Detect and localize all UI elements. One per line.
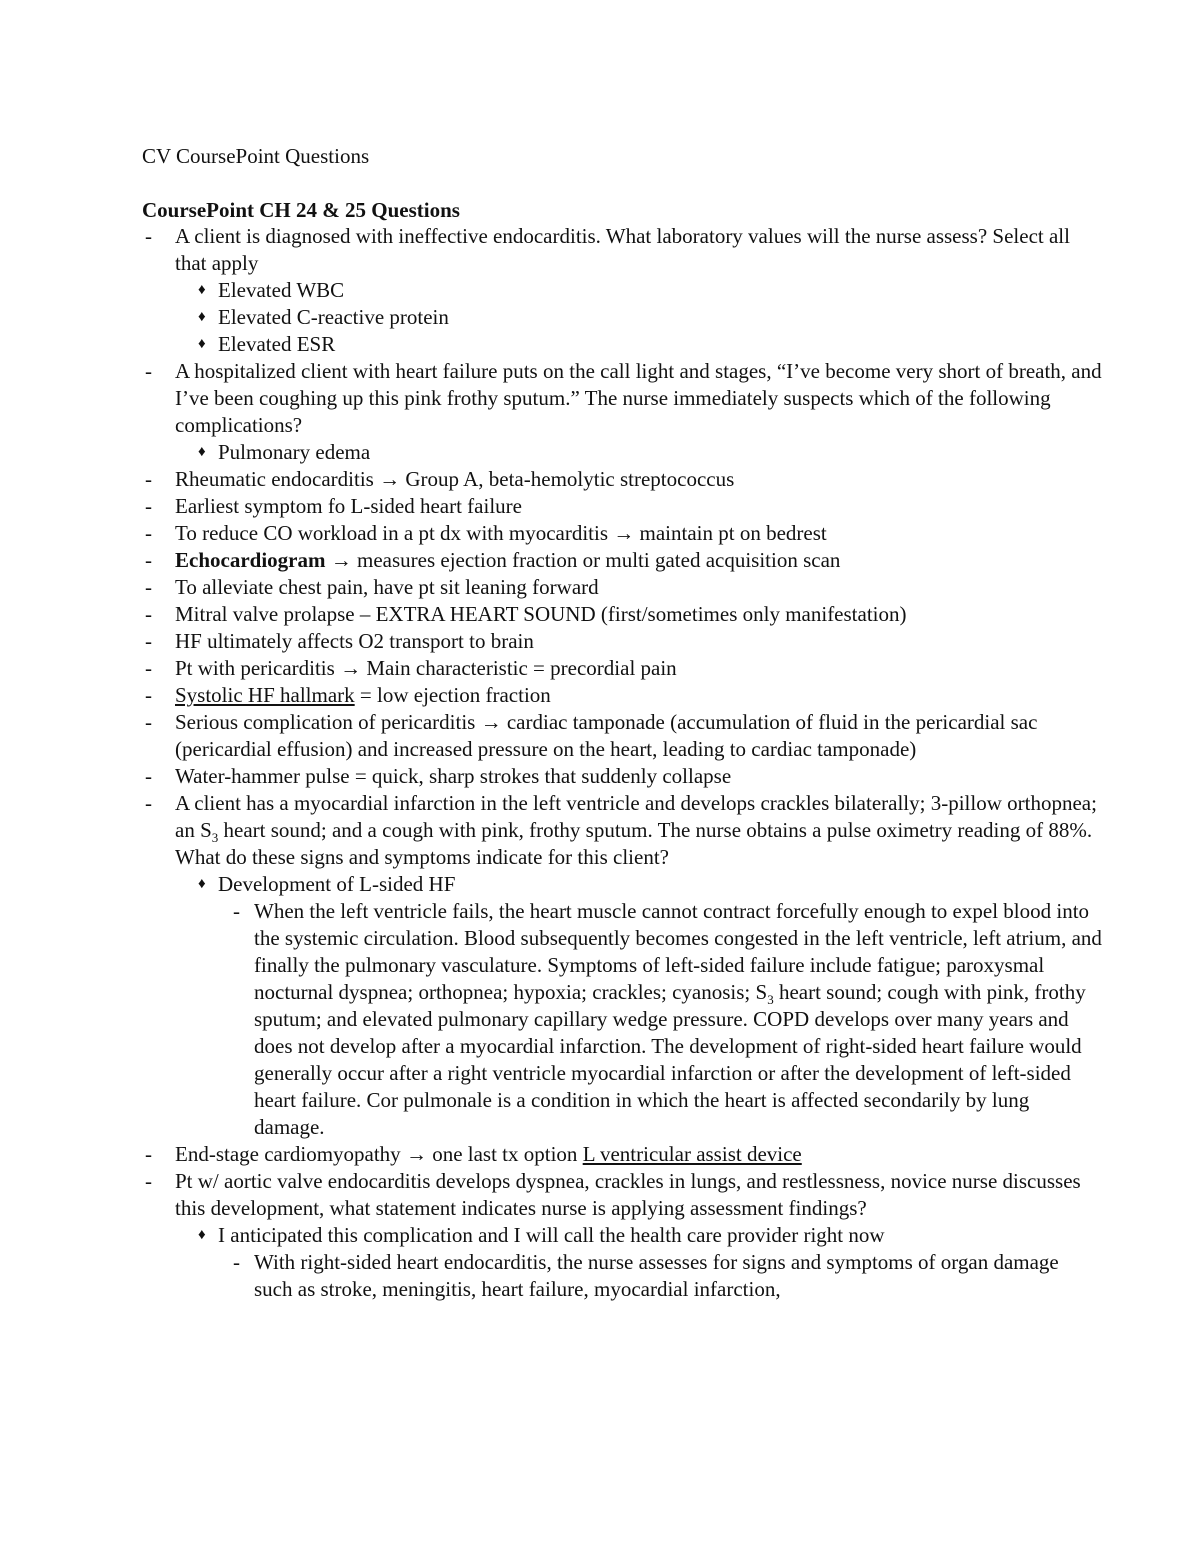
list-item: - Pt w/ aortic valve endocarditis develops dyspnea, crackles in lungs, and restlessness, novice nurse discusses this development, what statement indicates nurse is applying assessment findings? bbox=[145, 1169, 1081, 1220]
dash-bullet: - bbox=[145, 1169, 152, 1193]
list-item: - Echocardiogram → measures ejection fraction or multi gated acquisition scan bbox=[145, 548, 841, 572]
list-item: ♦ Elevated ESR bbox=[198, 332, 336, 356]
diamond-bullet-icon: ♦ bbox=[198, 876, 206, 892]
list-item: - A client has a myocardial infarction in the left ventricle and develops crackles bilaterally; 3-pillow orthopnea; an $S_3$ heart sound; and a cough with pink, frothy sputum. The nurse obtains a pulse oximetry reading of 88%. What do these signs and symptoms indicate for this client? bbox=[145, 791, 1097, 869]
list-item: - With right-sided heart endocarditis, the nurse assesses for signs and symptoms of organ damage such as stroke, meningitis, heart failure, myocardial infarction, bbox=[233, 1250, 1059, 1301]
dash-bullet: - bbox=[145, 683, 152, 707]
arrow-icon: → bbox=[613, 521, 635, 545]
dash-bullet: - bbox=[145, 656, 152, 680]
list-item: - End-stage cardiomyopathy → one last tx option L ventricular assist device bbox=[145, 1142, 802, 1166]
diamond-bullet-icon: ♦ bbox=[198, 282, 206, 298]
dash-bullet: - bbox=[145, 359, 152, 383]
diamond-bullet-icon: ♦ bbox=[198, 309, 206, 325]
list-item: - When the left ventricle fails, the heart muscle cannot contract forcefully enough to expel blood into the systemic circulation. Blood subsequently becomes congested in the left ventricle, left atrium, and finally the pulmonary vasculature. Symptoms of left-sided failure include fatigue; paroxysmal nocturnal dyspnea; orthopnea; hypoxia; crackles; cyanosis; $S_3$ heart sound; cough with pink, frothy sputum; and elevated pulmonary capillary wedge pressure. COPD develops over many years and does not develop after a myocardial infarction. The development of right-sided heart failure would generally occur after a right ventricle myocardial infarction or after the development of left-sided heart failure. Cor pulmonale is a condition in which the heart is affected secondarily by lung damage. bbox=[233, 899, 1102, 1139]
dash-bullet: - bbox=[145, 1142, 152, 1166]
list-item: - To alleviate chest pain, have pt sit leaning forward bbox=[145, 575, 599, 599]
dash-bullet: - bbox=[145, 548, 152, 572]
list-item: ♦ I anticipated this complication and I will call the health care provider right now bbox=[198, 1223, 885, 1247]
diamond-bullet-icon: ♦ bbox=[198, 444, 206, 460]
list-item: - To reduce CO workload in a pt dx with myocarditis → maintain pt on bedrest bbox=[145, 521, 827, 545]
list-item: - Systolic HF hallmark = low ejection fraction bbox=[145, 683, 551, 707]
dash-bullet: - bbox=[233, 899, 240, 923]
dash-bullet: - bbox=[145, 575, 152, 599]
section-heading: CoursePoint CH 24 & 25 Questions bbox=[142, 198, 460, 222]
dash-bullet: - bbox=[145, 791, 152, 815]
arrow-icon: → bbox=[480, 710, 502, 734]
list-item: ♦ Elevated C-reactive protein bbox=[198, 305, 449, 329]
dash-bullet: - bbox=[145, 224, 152, 248]
list-item: - Serious complication of pericarditis → cardiac tamponade (accumulation of fluid in the pericardial sac (pericardial effusion) and increased pressure on the heart, leading to cardiac tamponade) bbox=[145, 710, 1038, 761]
list-item: - Mitral valve prolapse – EXTRA HEART SOUND (first/sometimes only manifestation) bbox=[145, 602, 907, 626]
dash-bullet: - bbox=[145, 521, 152, 545]
list-item: - Pt with pericarditis → Main characteristic = precordial pain bbox=[145, 656, 677, 680]
list-item: - HF ultimately affects O2 transport to brain bbox=[145, 629, 534, 653]
arrow-icon: → bbox=[379, 467, 401, 491]
list-item: - Earliest symptom fo L-sided heart failure bbox=[145, 494, 522, 518]
arrow-icon: → bbox=[340, 656, 362, 680]
dash-bullet: - bbox=[145, 629, 152, 653]
list-item: ♦ Elevated WBC bbox=[198, 278, 345, 302]
notes-list bbox=[142, 223, 1102, 1303]
arrow-icon: → bbox=[330, 548, 352, 572]
dash-bullet: - bbox=[145, 494, 152, 518]
list-item: - Rheumatic endocarditis → Group A, beta-hemolytic streptococcus bbox=[145, 467, 735, 491]
list-item: ♦ Pulmonary edema bbox=[198, 440, 371, 464]
diamond-bullet-icon: ♦ bbox=[198, 1227, 206, 1243]
list-item: ♦ Development of L-sided HF bbox=[198, 872, 456, 896]
dash-bullet: - bbox=[145, 710, 152, 734]
diamond-bullet-icon: ♦ bbox=[198, 336, 206, 352]
arrow-icon: → bbox=[405, 1142, 427, 1166]
dash-bullet: - bbox=[145, 602, 152, 626]
dash-bullet: - bbox=[233, 1250, 240, 1274]
list-item: - A hospitalized client with heart failure puts on the call light and stages, “I’ve become very short of breath, and I’ve been coughing up this pink frothy sputum.” The nurse immediately suspects which of the following complications? bbox=[145, 359, 1102, 437]
dash-bullet: - bbox=[145, 764, 152, 788]
document-title: CV CoursePoint Questions bbox=[142, 144, 370, 168]
list-item: - A client is diagnosed with ineffective endocarditis. What laboratory values will the nurse assess? Select all that apply bbox=[145, 224, 1070, 275]
list-item: - Water-hammer pulse = quick, sharp strokes that suddenly collapse bbox=[145, 764, 732, 788]
dash-bullet: - bbox=[145, 467, 152, 491]
